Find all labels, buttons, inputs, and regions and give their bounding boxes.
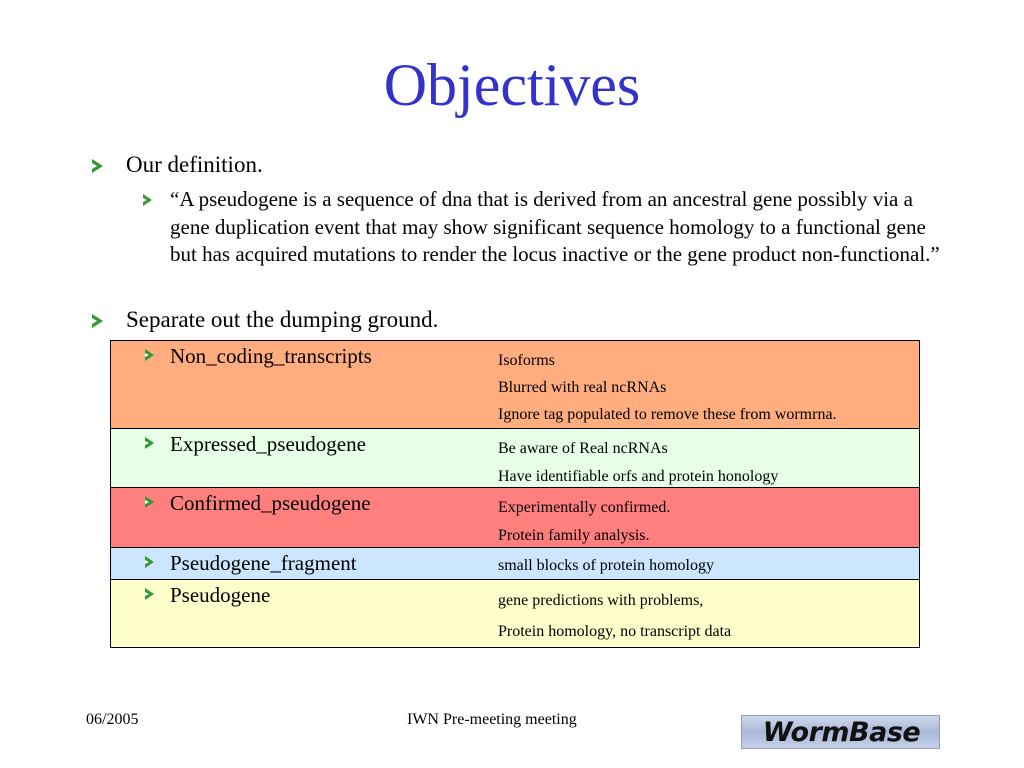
row-note: Protein family analysis.	[498, 527, 650, 544]
row-notes	[498, 435, 778, 491]
classification-table	[110, 340, 920, 648]
row-notes	[498, 347, 837, 428]
row-arrow-icon	[145, 556, 154, 568]
bullet-definition: Our definition.	[126, 152, 263, 177]
table-row	[111, 547, 919, 579]
row-label: Pseudogene	[170, 583, 271, 607]
row-note: Blurred with real ncRNAs	[498, 379, 667, 396]
row-notes	[498, 554, 714, 578]
row-note: Ignore tag populated to remove these from wormrna.	[498, 406, 837, 423]
row-arrow-icon	[145, 588, 154, 600]
row-notes	[498, 494, 670, 550]
table-row	[111, 487, 919, 547]
wormbase-logo	[741, 715, 940, 749]
row-note: Be aware of Real ncRNAs	[498, 440, 668, 457]
row-label: Non_coding_transcripts	[170, 344, 372, 368]
row-label: Pseudogene_fragment	[170, 551, 357, 575]
definition-quote: “A pseudogene is a sequence of dna that is derived from an ancestral gene possibly via a gene duplication event that may show significant sequence homology to a functional gene but has acquired mutations to render the locus inactive or the gene product non-functional.”	[170, 187, 940, 266]
slide-title: Objectives	[383, 52, 641, 118]
table-row	[111, 428, 919, 487]
row-note: Protein homology, no transcript data	[498, 623, 732, 640]
bullet-arrow-icon	[92, 159, 103, 173]
row-label: Expressed_pseudogene	[170, 432, 366, 456]
row-notes	[498, 586, 731, 648]
table-row	[111, 341, 919, 428]
row-note: small blocks of protein homology	[498, 557, 714, 574]
sub-bullet-arrow-icon	[143, 194, 152, 206]
footer-date: 06/2005	[86, 711, 139, 728]
logo-text: WormBase	[762, 717, 921, 748]
row-label: Confirmed_pseudogene	[170, 491, 371, 515]
bullet-dumping-ground: Separate out the dumping ground.	[126, 307, 439, 332]
row-note: Experimentally confirmed.	[498, 499, 671, 516]
row-arrow-icon	[145, 496, 154, 508]
row-note: gene predictions with problems,	[498, 592, 704, 609]
row-note: Isoforms	[498, 352, 555, 369]
table-row	[111, 579, 919, 647]
row-arrow-icon	[145, 437, 154, 449]
bullet-arrow-icon	[92, 314, 103, 328]
row-arrow-icon	[145, 349, 154, 361]
footer-event: IWN Pre-meeting meeting	[407, 711, 577, 728]
row-note: Have identifiable orfs and protein honology	[498, 468, 779, 485]
